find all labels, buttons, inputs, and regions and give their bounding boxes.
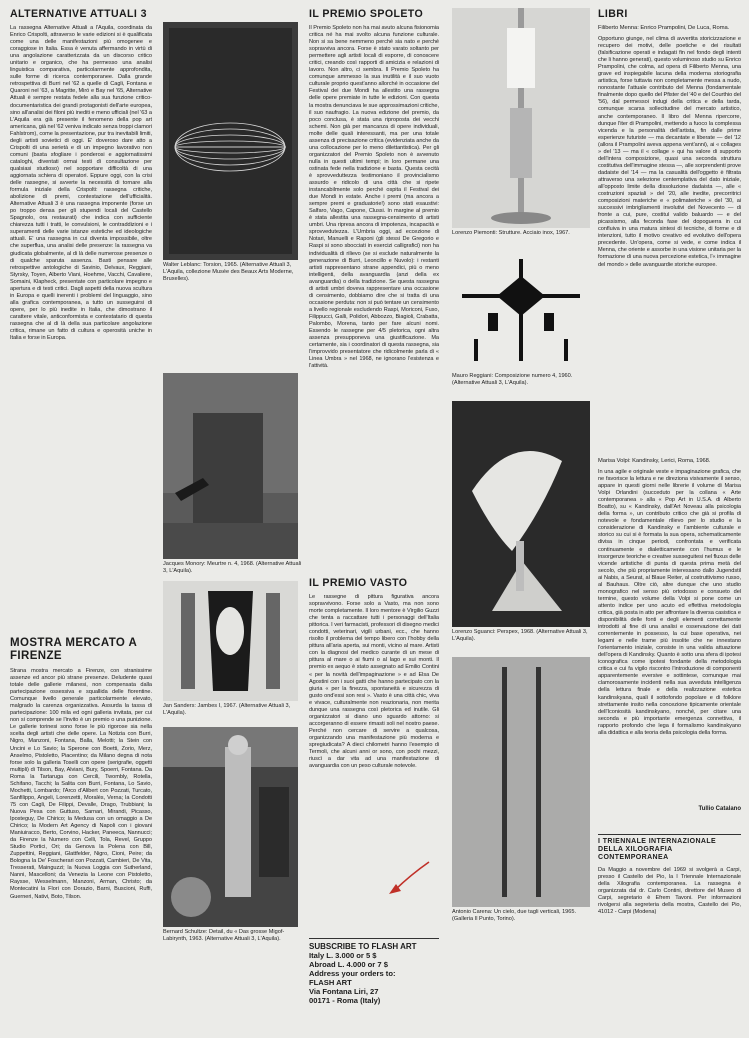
vasto-title: IL PREMIO VASTO xyxy=(309,577,408,589)
mostra-body: Strana mostra mercato a Firenze, con stranissime assenze ed ancor più strane presenze. Deludente quasi totale delle gallerie milanesi, non compensata dalla partecipazione ossessiva e squallida delle fiorentine. Comunque livello generale particolarmente elevato, malgrado la carenza organizzativa. Assurda la tassa di partecipazione: 100 mila ed ogni galleria invitata, per cui non si comprende se l'invito è un premio o una punizione. Le gallerie torinesi sono forse le più rigorose sia nella scelta degli artisti che delle opere. La Notizia con Burri, Nigro, Manzoni, Fontana, Balla, Melotti; la Stein con Uncini e Lo Savio; la Sperone con Boetti, Zorio, Merz, Anselmo, Pistoletto, Piacentino; da Milano degna di nota forse solo la galleria Toselli con opere (serigrafie, oggetti multipli) di Tilson, Bay, Alviani, Bury, Spoerri, Fontana. Da Roma la Tartaruga con Cercili, Twombly, Rotella, Schifano, Tacchi; la Salita con Burri, Fontana, Lo Savio, Mochetti, Lombardo; l'Arco d'Alibert con Pozzati, Turcato, Sanfilippo, Angeli, Lorenzetti, Moralès, Verna; la Condotti 75 con Cagli, De Filippi, Devalle, Drago, Trubbiani; la Nuova Pesa con Guttuso, Sarnari, Mirandi, Picasso, Iposteguy, De Chirico; la Medusa con un omaggio a De Chirico; la Modern Art Agency di Napoli con i giovani Maniuiracco, Berto, Corvino, Hacker, Paneeca, Nannucci; da Firenze la Numero con Celli, Tola, Revel, Gruppo Studio Portici, Ori; da Genova la Polena con Bill, Zuppettini, Reggiani, Glattfelder, Nigro, Cioni, Peire; da Bologna la De' Foscherari con Pozzati, Cambieri, De Vita, Tresserati, Mainguzzi; la Nuova Loggia con Sutherland, Nanni, Mascelloni; da Venezia la Leone con Pistoletto, Raysse, Wesselmann, Manzoni, Arman, Christo; da Montecatini la Flori con Dorazio, Barni, Buscioni, Ruffi, Guerneri, Nativi, Boto, Tilson. xyxy=(10,668,152,900)
column-4 xyxy=(452,8,590,923)
caption-carena: Antonio Carena: Un cielo, due tagli verticali, 1965. (Galleria Il Punto, Torino). xyxy=(452,909,577,922)
caption-sanders: Jan Sanders: Jambes I, 1967. (Alternative Attuali 3, L'Aquila). xyxy=(163,703,291,716)
subscribe-box xyxy=(309,942,439,1005)
subscribe-line-5: FLASH ART xyxy=(309,978,352,987)
subscribe-line-1: SUBSCRIBE TO FLASH ART xyxy=(309,942,417,951)
alternative-body: La rassegna Alternative Attuali a l'Aquila, coordinata da Enrico Crispolti, attraverso le varie edizioni si è qualificata come una delle manifestazioni più omogenee e coraggiose in Italia. Essa è venuta affermando in virtù di una angolazione caratterizzata da un discorso critico unitario e organico, che ha permesso una analisi linguistica comparativa, particolarmente approfondita, sulle forme di ricerca contemporanee. Dalla grande retrospettiva di Burri nel '62 a quelle di Cagli, Fontana e Quaroni nel '63, a Magritte, Miró e Bay nel '65, Alternative Attuali è sempre restata fedele alla sua funzione critico-documentaristica dei grandi protagonisti dell'arte europea, sino all'analisi dei filoni più inediti e meno ufficiali (nel '63 a L'Aquila era già presente il fenomeno della pop art americana, già nel '62 veniva indicato senza troppi clamori Fahlstrom), come la presentazione, pur tra inevitabili limiti, degli artisti sovietici di oggi. E' doveroso dare atto a Crispolti di una serietà e di un impegno lavorativo non comuni (basta sfogliare i ponderosi e aggiornatissimi cataloghi, diventati ormai testi di consultazione per qualsiasi studioso) nel sopportare difficoltà di una aggiornata schiera di operatori. Eppure oggi, con la crisi delle rassegne, si avverte la necessità di tornare alla formula iniziale della Crispolti: rassegna critiche, abolizione di premi, contestazione dell'ufficialità. Alternative Attuali 3 è una rassegna imponente (forse un po troppo densa per gli stupendi locali del Castello Spagnolo, ora restaurati) che indica con sufficiente chiarezza tutti i tratti, le convulsioni, le contraddizioni e i superamenti delle varie istanze estetiche ed ideologiche attuali. E' una rassegna in cui diventa impossibile, oltre che superflua, una analisi delle presenze: la rassegna va giudicata globalmente, al di là delle numerose presenze o di qualche sparuta assenza. Basti pensare alle retrospettive antologiche di Savinio, Delvaux, Reggiani, Styrsky, Toyen, Alberto Viani, Hoehme, Vacchi, Cavaliere, Somaini, Klapheck, presentate con particolare impegno e apertura e di testi critici. Dagli aspetti della nuova scultura in Europa e quelli inerenti i problemi del linguaggio, sino alla grafica contemporanea, a tutto un susseguirsi di opere, per lo più inedite in Italia, che dimostrano il carattere vitale, anticonformista e contestatario di questa rassegna che al di là della sua particolare angolazione critica, rimane un fatto di cultura e operosità uniche in Italia e forse in Europa. xyxy=(10,25,152,342)
book-2-review: In una agile e originale veste e impaginazione grafica, che ne favorisce la lettura e ne direziona visivamente il senso, appare in questi giorni nelle librerie il volume di Marisa Volpi Orlandini (succeduto per la collana « Arte contemporanea » alla « Pop Art in U.S.A. di Alberto Boatto), su « Kandinsky, dall'Art Noveau alla psicologia della forma », un contributo critico che già si profila di notevole e fondamentale rilievo per lo studio e la considerazione di Kandinsky e l'ambiente culturale e storico su cui si è formata la sua opera, schematicamente divisa in cinque periodi, confrontata e verificata continuamente e dialetticamente con l'humus e le insorgenze teoriche e creative susseguitesi nel fluxus delle vicende artistiche di punta di questa prima metà del secolo, che più propriamente interessano dallo Jugendstil ai Nabis, a Seurat, al Blaue Reiter, al costruttivismo russo, al Bauhaus. Oltre ciò, altre dunque che uno studio monografico nel senso più ortodosso e consueto del termine, questo volume della Volpi si pone come un attento indice per uno acuto ed effettiva metodologia critica, già posta in atto per affrontare la diversa casistica e disponibilità delle fonti e degli elementi correttamente introdotti al fine di una analisi e osservazione dei dati correntemente in possesso, la cui base operativa, nei legami e nelle trame più insolite che ne innestano l'orientamento iniziale, consiste in una valida attuazione dell'opera di Kandinsky. Quanto è sotto una sfera di ipotesi iconografica come ipotesi fondante della metodologia critica e cui fa vigilo riscontro l'introduzione di componenti apparentemente eversive e sottintese, comunque mai clamorosamente incidenti nella sua avveduta intelligenza della lettura finale e della realizzazione estetica kandinskyana, quali il sottofondo popolare e di folklore strettamente insito nella concezione tipicamente orientale dell'Iconiosità kandinskyano, nonché, per citare una seconda e più importante emergenza connettiva, il rapporto profondo che lega il formalismo kandinskyano alla didattica e alla teoria della psicologia della forma. xyxy=(598,469,741,736)
schultze-artwork xyxy=(163,727,298,927)
caption-sguanci: Lorenzo Sguanci: Perspex, 1968. (Alternative Attuali 3, L'Aquila). xyxy=(452,629,588,642)
subscribe-line-6: Via Fontana Liri, 27 xyxy=(309,987,379,996)
subscribe-line-7: 00171 - Roma (Italy) xyxy=(309,996,381,1005)
arrow-mark xyxy=(379,858,439,898)
column-3 xyxy=(309,8,439,1005)
mostra-title: MOSTRA MERCATO A FIRENZE xyxy=(10,637,137,662)
sguanci-artwork xyxy=(452,401,590,627)
libri-title: LIBRI xyxy=(598,8,628,20)
piemonti-artwork xyxy=(452,8,590,228)
leblanc-artwork xyxy=(163,22,298,260)
reggiani-artwork xyxy=(452,251,590,371)
caption-piemonti: Lorenzo Piemonti: Strutture. Acciaio inox, 1967. xyxy=(452,230,570,236)
monory-artwork xyxy=(163,373,298,559)
book-2-title: Marisa Volpi: Kandinsky, Lerici, Roma, 1968. xyxy=(598,458,711,464)
caption-schultze: Bernard Schultze: Detail, du « Das grosse Migof-Labirynth, 1963. (Alternative Attuali 3, L'Aquila). xyxy=(163,929,285,942)
sanders-artwork xyxy=(163,581,298,701)
subscribe-line-2: Italy L. 3.000 or 5 $ xyxy=(309,951,377,960)
triennale-body: Da Maggio a novembre del 1969 si svolgerà a Carpi, presso il Castello dei Pio, la I Triennale Internazionale della Xilografia contemporanea. La rassegna è organizzata dal dr. Carlo Contini, direttore del Museo di Carpi, segretario è Efrem Tavoni. Per informazioni rivolgersi alla segreteria della mostra, Castello dei Pio, 41012 - Carpi (Modena) xyxy=(598,867,741,916)
triennale-rule xyxy=(598,834,741,835)
vasto-body: Le rassegne di pittura figurativa ancora sopravvivono. Forse solo a Vasto, ma non sono morte completamente. Il loro mentore è Virgilio Guzzi che tenta a raccattare tutti i personaggi dell'Italia pittorica. I veri farmacisti, professori di disegno medici condotti, veterinari, vigili urbani, ecc., che hanno risolto il problema del tempo libero con l'hobby della pittura all'aria aperta, sui monti, vicino al mare. Artisti con la diagnosi del medico curante di un mese di pittura al mare o ai fiumi o al lago e sui monti. Il premio ex aequo è stato assegnato ad Emilio Contini « per la novità dell'impaginazione » e ad Elsa De Agostini con i suoi gatti che hanno partecipato con la giuria « per la finezza, spontaneità e sicurezza di gusto ond'essi son resi ». Vasto è una città chic, viva e vivace, culturalmente non reazionaria, non merita dunque una rassegna così pletorica ed inutile. Gli organizzatori si diano uno sguardo attorno: si accorgeranno di essere rimasti soli nel nostro paese. Perché non cercare di servire a qualcosa, organizzando una manifestazione più moderna e spregiudicata? A dieci chilometri hanno l'esempio di Termoli, che alcuni anni or sono, con pochi mezzi, riuscì a dar vita ad una manifestazione di avanguardia con un peso culturale notevole. xyxy=(309,594,439,770)
spoleto-title: IL PREMIO SPOLETO xyxy=(309,8,424,20)
spoleto-body: Il Premio Spoleto non ha mai avuto alcuna fisionomia critica né ha mai svolto alcuna funzione culturale. Non si sa bene nemmeno perché sia nato e perché sopravviva ancora. Forse è stato varato soltanto per permettere agli artisti locali di esporre, di conoscere critici, creando così rapporti di amicizia e relazioni di lavoro. Non altro, ci sembra. Il Premio Spoleto ha comunque ammesso la sua inutilità e il suo vuoto culturale proprio quest'anno allorché in occasione del Festival dei due Mondi ha allestito una rassegna delle opere premiate in tutte le edizioni. Con questa la mostra denunciava le sue approssimazioni critiche, il suo naufragio. La nuova edizione del premio, da poco conclusa, è stata una riproposta dei vecchi schemi. Non già per mancanza di opere individuali, molte delle quali interessanti, ma per una totale assenza di precisazione critica (evidenziata anche da una collocazione per lo meno dilettantistica). Per gli organizzatori del Premio Spoleto non è avvenuto nulla in questi ultimi tempi; in loro permane una ostinata fede nella tradizione e basta. Questa cecità è sprovveduttezza testimoniano il provincialismo assurdo e ridicolo di una città che si ripete instancabilmente solo perché ospita il Festival dei due Mondi in estate. Anche i premi (ma ancora a sempre premi e graduatorie!) sono stati esaustivi: Salfaro, Vago, Capone, Clussi. In margine al premio è stata allestita una rassegna-censimento di artisti umbri. Una ripresa ancora di impotenza, incapacità e sprovvedutezza. L'Umbria oggi, ad eccezione di Notari, Manuelli e Raponi (gli stessi De Gregorio e Raspi si sono sbocciati in esercizi calligrafici) non ha individualità di rilievo (se si esclude naturalmente la generazione di Burri, Leoncillo e Nuvolo): i restanti artisti rappresentano strane appendici, più o meno intelligenti, della avanguardia (anzi della ex avanguardia) o della tradizione. Se questa rassegna di artisti umbri doveva rappresentare una occasione di censimento, dobbiamo dire che si tratta di una occasione perduta: non si può tentare un censimento a livello regionale escludendo Raspi, Moriconi, Fuso, Filippucci, Galli, Polidori, Abbozzo, Biagioli, Crabatta, Palombo, Morena, tanto per fare alcuni nomi. Essendo le rassegne per 4/5 pletorica, ogni altra assenza presupponeva una giustificazione. Ma certamente, sia i coordinatori di questa rassegna, sia l'improvvido presentatore che ridicolmente parla di « Linea Umbra » nel 1968, ne ignorano l'esistenza e l'attività. xyxy=(309,25,439,370)
subscribe-rule xyxy=(309,938,439,939)
caption-leblanc: Walter Leblanc: Torsion, 1965. (Alternative Attuali 3, L'Aquila, collezione Musée des Beaux Arts Moderne, Bruxelles). xyxy=(163,262,294,282)
column-5 xyxy=(598,8,741,927)
book-1-title: Filiberto Menna: Enrico Prampolini, De Luca, Roma. xyxy=(598,25,730,31)
carena-artwork xyxy=(452,657,590,907)
triennale-title: I TRIENNALE INTERNAZIONALE DELLA XILOGRAFIA CONTEMPORANEA xyxy=(598,838,717,861)
alternative-title: ALTERNATIVE ATTUALI 3 xyxy=(10,8,147,20)
column-2 xyxy=(163,8,303,943)
column-1 xyxy=(10,8,152,1038)
subscribe-line-4: Address your orders to: xyxy=(309,969,396,978)
reviewer-signature: Tullio Catalano xyxy=(698,806,741,812)
subscribe-line-3: Abroad L. 4.000 or 7 $ xyxy=(309,960,388,969)
caption-reggiani: Mauro Reggiani: Composizione numero 4, 1960. (Alternative Attuali 3, L'Aquila). xyxy=(452,373,573,386)
book-1-review: Opportuno giunge, nel clima di avvertita storicizzazione e recupero dei motivi, delle poetiche e dei risultati (falsificazione operati e indagati fin nel fondo degli intenti che li hanno generati), questo voluminoso studio su Enrico Prampolini, che colma, ad opera di Filiberto Menna, una grave ed inspiegabile lacuna della moderna storiografia artistica, forse tuttavia non completamente messa a nudo, nonostante l'attuale contributo del Menna (fondamentale finalmente dopo quello del Pfister del '40 e del Courthio del '56), dal permessoi indugi della critica e della tarda, comunque scarsa sollecitudine del mercato artistico, anche contemporaneo. Il libro del Menna ripercorre, dunque l'iter di Prampolini, mettendo a fuoco la complessa vicenda e la personalità dell'artista, fin dalle prime esperienze futuriste — ma decantate e liberate — del '12 (allora il Prampolini aveva appena vent'anni), ai « collages » del '13 — ma il « collage » qui ha valore di supporto dell'intera composizione, quasi una seconda struttura costitutiva dell'immagine stessa —, alle sorprendenti prove dadaiste del '14 — ma la casualità dell'oggetto è filtrata attraverso una selezione centemplativa del dato iniziale, all'opposto limite della dissoluzione dadaista —, alle « costruzioni spaziali » del '20, alle inedite, precorritrici composizioni materiche e « polimateriche » del '30, ai successivi imbrigliamenti involutivi del Novecento — di fronte a cui, pure, costituì valido baluardo — e del picassismo, alla feconda fase del dopoguerra in cui confluiva in una matura sintesi di tecniche, di forme e di intenzioni, tutto il motivo creativo ed evolutivo dell'opera precedente. Un'opera, come si vede, e come indica il Menna, che oriente e assorbe in una visione unitaria per la formazione di una nuova percezione estetica, l'« immagine del mondo » delle avanguardie storiche europee. xyxy=(598,36,741,268)
caption-monory: Jacques Monory: Meurtre n. 4, 1968. (Alternative Attuali 3, L'Aquila). xyxy=(163,561,302,574)
